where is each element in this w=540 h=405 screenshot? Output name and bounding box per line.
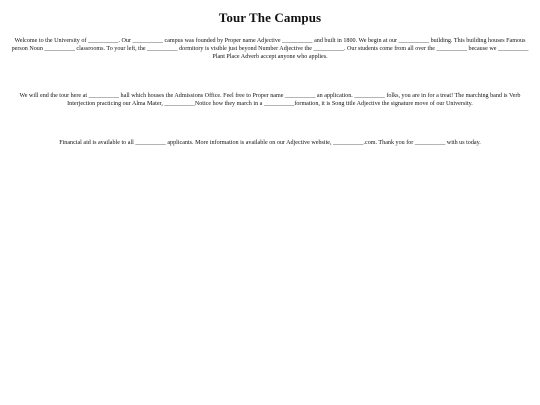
paragraph-tour-end: We will end the tour here at __________ hall which houses the Admissions Office. Feel free to Proper name __________ an application. __________ folks, you are in for a treat! The marching band is Verb Interjection practicing our Alma Mater, __________Notice how they march in a __________formation, it is Song title Adjective the signature move of our University. [19, 93, 521, 107]
page-title: Tour The Campus [218, 10, 322, 25]
paragraph-financial-aid: Financial aid is available to all __________ applicants. More information is available on our Adjective website, __________.com. Thank you for __________ with us today. [59, 140, 481, 146]
paragraph-welcome: Welcome to the University of __________. Our __________ campus was founded by Proper name Adjective __________ and built in 1800. We begin at our __________ building. This building houses Famous person Noun __________ classrooms. To your left, the __________ dormitory is visible just beyond Number Adjective the __________. Our students come from all over the __________ because we __________ Plant Place Adverb accept anyone who applies. [11, 38, 529, 60]
